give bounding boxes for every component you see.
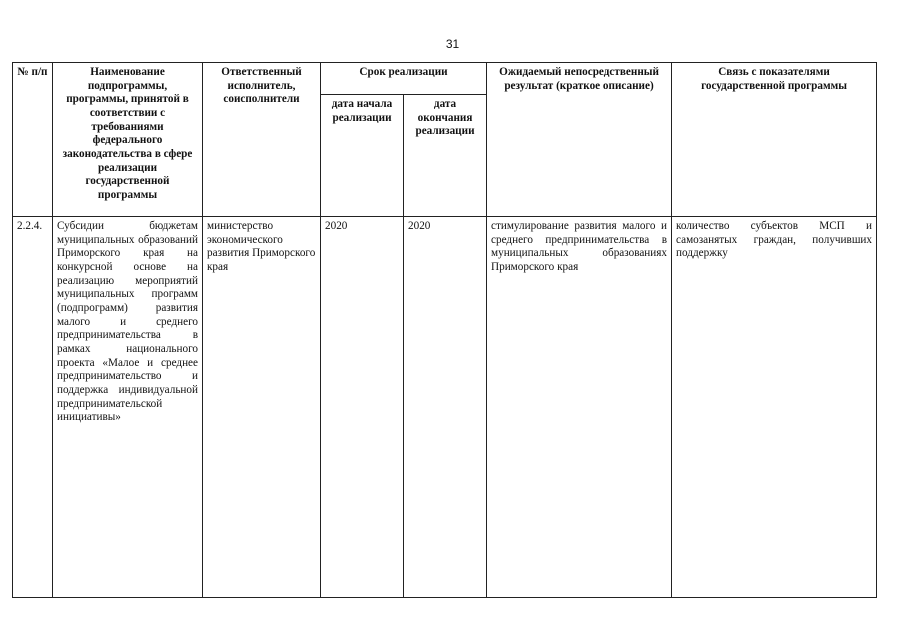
row-link: количество субъектов МСП и самозанятых граждан, получивших поддержку bbox=[672, 217, 877, 598]
header-result: Ожидаемый непосредственный результат (краткое описание) bbox=[487, 63, 672, 217]
header-start-date: дата начала реализации bbox=[321, 95, 404, 217]
program-table bbox=[12, 62, 877, 598]
row-name: Субсидии бюджетам муниципальных образований Приморского края на конкурсной основе на реализацию мероприятий муниципальных программ (подпрограмм) развития малого и среднего предпринимательства в рамках национального проекта «Малое и среднее предпринимательство и поддержка индивидуальной предпринимательской инициативы» bbox=[53, 217, 203, 598]
header-link: Связь с показателями государственной программы bbox=[672, 63, 877, 217]
row-executor: министерство экономического развития Приморского края bbox=[203, 217, 321, 598]
header-name: Наименование подпрограммы, программы, принятой в соответствии с требованиями федерального законодательства в сфере реализации государственной программы bbox=[53, 63, 203, 217]
page-number: 31 bbox=[445, 37, 460, 51]
row-result: стимулирование развития малого и среднего предпринимательства в муниципальных образованиях Приморского края bbox=[487, 217, 672, 598]
table-row bbox=[13, 217, 877, 598]
row-end-date: 2020 bbox=[404, 217, 487, 598]
header-executor: Ответственный исполнитель, соисполнители bbox=[203, 63, 321, 217]
header-number: № п/п bbox=[13, 63, 53, 217]
row-number: 2.2.4. bbox=[13, 217, 53, 598]
header-end-date: дата окончания реализации bbox=[404, 95, 487, 217]
header-period: Срок реализации bbox=[321, 63, 487, 95]
row-start-date: 2020 bbox=[321, 217, 404, 598]
